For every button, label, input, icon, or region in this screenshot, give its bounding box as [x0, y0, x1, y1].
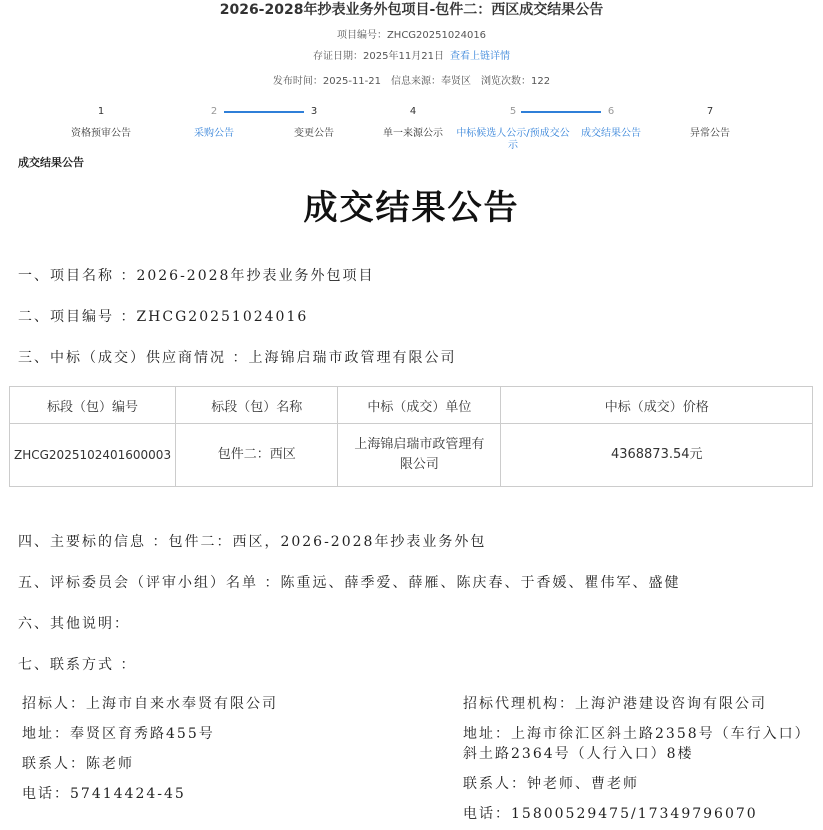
step-change-notice[interactable]: [259, 104, 369, 140]
step-number: 1: [97, 106, 105, 117]
tenderer-contact: [22, 694, 442, 804]
step-label: 变更公告: [294, 128, 334, 139]
table-header-row: [10, 387, 813, 424]
deposit-date: 存证日期：2025年11月21日: [313, 51, 444, 62]
col-price: 中标（成交）价格: [501, 387, 813, 424]
step-label: 采购公告: [194, 128, 234, 139]
view-count: 浏览次数：122: [481, 76, 551, 87]
cell-winner: 上海锦启瑞市政管理有限公司: [338, 424, 501, 487]
cell-lot-number: ZHCG2025102401600003: [10, 424, 176, 487]
page-title: 2026-2028年抄表业务外包项目-包件二：西区成交结果公告: [219, 2, 604, 18]
cell-price: 4368873.54元: [501, 424, 813, 487]
table-row: [10, 424, 813, 487]
supplier-line: 三、中标（成交）供应商情况 ：上海锦启瑞市政管理有限公司: [18, 350, 457, 366]
step-label: 异常公告: [690, 128, 730, 139]
committee-line: 五、评标委员会（评审小组）名单 ：陈重远、薛季爱、薛雁、陈庆春、于香媛、瞿伟军、盛健: [18, 575, 681, 591]
agency-name: 招标代理机构：上海沪港建设咨询有限公司: [463, 696, 767, 712]
project-name-line: 一、项目名称 ：2026-2028年抄表业务外包项目: [18, 268, 375, 284]
step-number: 3: [310, 106, 318, 117]
col-lot-name: 标段（包）名称: [176, 387, 338, 424]
tenderer-person: 联系人：陈老师: [22, 756, 134, 772]
publish-info: [0, 72, 823, 87]
document-heading: 成交结果公告: [303, 188, 520, 228]
tenderer-address: 地址：奉贤区育秀路455号: [22, 726, 215, 742]
tenderer-name: 招标人：上海市自来水奉贤有限公司: [22, 696, 278, 712]
step-exception-notice[interactable]: [655, 104, 765, 140]
step-number: 2: [210, 106, 218, 117]
step-number: 4: [409, 106, 417, 117]
tenderer-phone: 电话：57414424-45: [22, 786, 186, 802]
view-chain-link[interactable]: 查看上链详情: [449, 51, 510, 62]
step-label: 中标候选人公示/预成交公示: [456, 128, 570, 151]
deposit-line: [0, 47, 823, 62]
col-winner: 中标（成交）单位: [338, 387, 501, 424]
publish-time: 发布时间：2025-11-21: [272, 76, 382, 87]
step-prequal-notice[interactable]: [46, 104, 156, 140]
step-label: 成交结果公告: [581, 128, 641, 139]
step-single-source[interactable]: [358, 104, 468, 140]
project-number: 项目编号：ZHCG20251024016: [336, 30, 487, 41]
contact-heading: 七、联系方式 ：: [18, 657, 137, 673]
step-candidate-notice[interactable]: [456, 104, 570, 152]
cell-lot-name: 包件二：西区: [176, 424, 338, 487]
section-label: 成交结果公告: [18, 156, 84, 169]
info-source: 信息来源：奉贤区: [391, 76, 472, 87]
other-notes-line: 六、其他说明：: [18, 616, 130, 632]
step-number: 5: [509, 106, 517, 117]
main-subject-line: 四、主要标的信息 ：包件二：西区，2026-2028年抄表业务外包: [18, 534, 487, 550]
step-number: 6: [607, 106, 615, 117]
step-label: 单一来源公示: [383, 128, 443, 139]
agency-person: 联系人：钟老师、曹老师: [463, 776, 639, 792]
step-number: 7: [706, 106, 714, 117]
step-procurement-notice[interactable]: [159, 104, 269, 140]
col-lot-number: 标段（包）编号: [10, 387, 176, 424]
step-result-notice[interactable]: [556, 104, 666, 140]
agency-address: 地址：上海市徐汇区斜土路2358号（车行入口）斜土路2364号（人行入口）8楼: [463, 726, 811, 762]
award-table: [9, 386, 813, 487]
project-number-line: 二、项目编号 ：ZHCG20251024016: [18, 309, 309, 325]
agency-contact: [463, 694, 818, 824]
agency-phone: 电话：15800529475/17349796070: [463, 806, 758, 822]
step-label: 资格预审公告: [71, 128, 131, 139]
